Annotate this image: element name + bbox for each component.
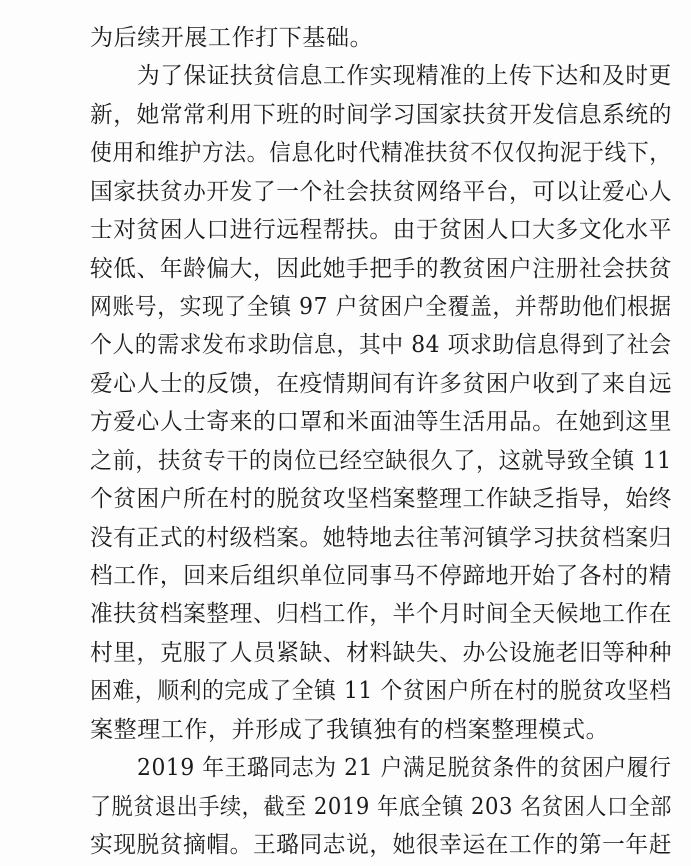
text-line: 了脱贫退出手续，截至 2019 年底全镇 203 名贫困人口全部 <box>90 794 672 820</box>
text-line: 方爱心人士寄来的口罩和米面油等生活用品。在她到这里 <box>90 409 672 435</box>
text-line: 网账号，实现了全镇 97 户贫困户全覆盖，并帮助他们根据 <box>90 294 672 320</box>
text-line: 个人的需求发布求助信息，其中 84 项求助信息得到了社会 <box>90 332 672 358</box>
text-line: 国家扶贫办开发了一个社会扶贫网络平台，可以让爱心人 <box>90 179 672 205</box>
text-line: 士对贫困人口进行远程帮扶。由于贫困人口大多文化水平 <box>90 217 672 243</box>
text-line: 档工作，回来后组织单位同事马不停蹄地开始了各村的精 <box>90 563 672 589</box>
text-line: 实现脱贫摘帽。王璐同志说，她很幸运在工作的第一年赶 <box>90 832 672 858</box>
text-line: 爱心人士的反馈，在疫情期间有许多贫困户收到了来自远 <box>90 371 672 397</box>
paragraph-first-line: 2019 年王璐同志为 21 户满足脱贫条件的贫困户履行 <box>137 755 672 781</box>
text-line: 准扶贫档案整理、归档工作，半个月时间全天候地工作在 <box>90 601 672 627</box>
text-line: 之前，扶贫专干的岗位已经空缺很久了，这就导致全镇 11 <box>90 448 672 474</box>
text-line: 村里，克服了人员紧缺、材料缺失、办公设施老旧等种种 <box>90 640 672 666</box>
paragraph-first-line: 为了保证扶贫信息工作实现精准的上传下达和及时更 <box>137 63 672 89</box>
text-line: 较低、年龄偏大，因此她手把手的教贫困户注册社会扶贫 <box>90 256 672 282</box>
text-line: 为后续开展工作打下基础。 <box>90 25 374 51</box>
text-line: 没有正式的村级档案。她特地去往苇河镇学习扶贫档案归 <box>90 525 672 551</box>
text-line: 个贫困户所在村的脱贫攻坚档案整理工作缺乏指导，始终 <box>90 486 672 512</box>
text-line: 新，她常常利用下班的时间学习国家扶贫开发信息系统的 <box>90 102 672 128</box>
text-line: 困难，顺利的完成了全镇 11 个贫困户所在村的脱贫攻坚档 <box>90 678 672 704</box>
text-line: 案整理工作，并形成了我镇独有的档案整理模式。 <box>90 717 610 743</box>
text-line: 使用和维护方法。信息化时代精准扶贫不仅仅拘泥于线下， <box>90 140 672 166</box>
